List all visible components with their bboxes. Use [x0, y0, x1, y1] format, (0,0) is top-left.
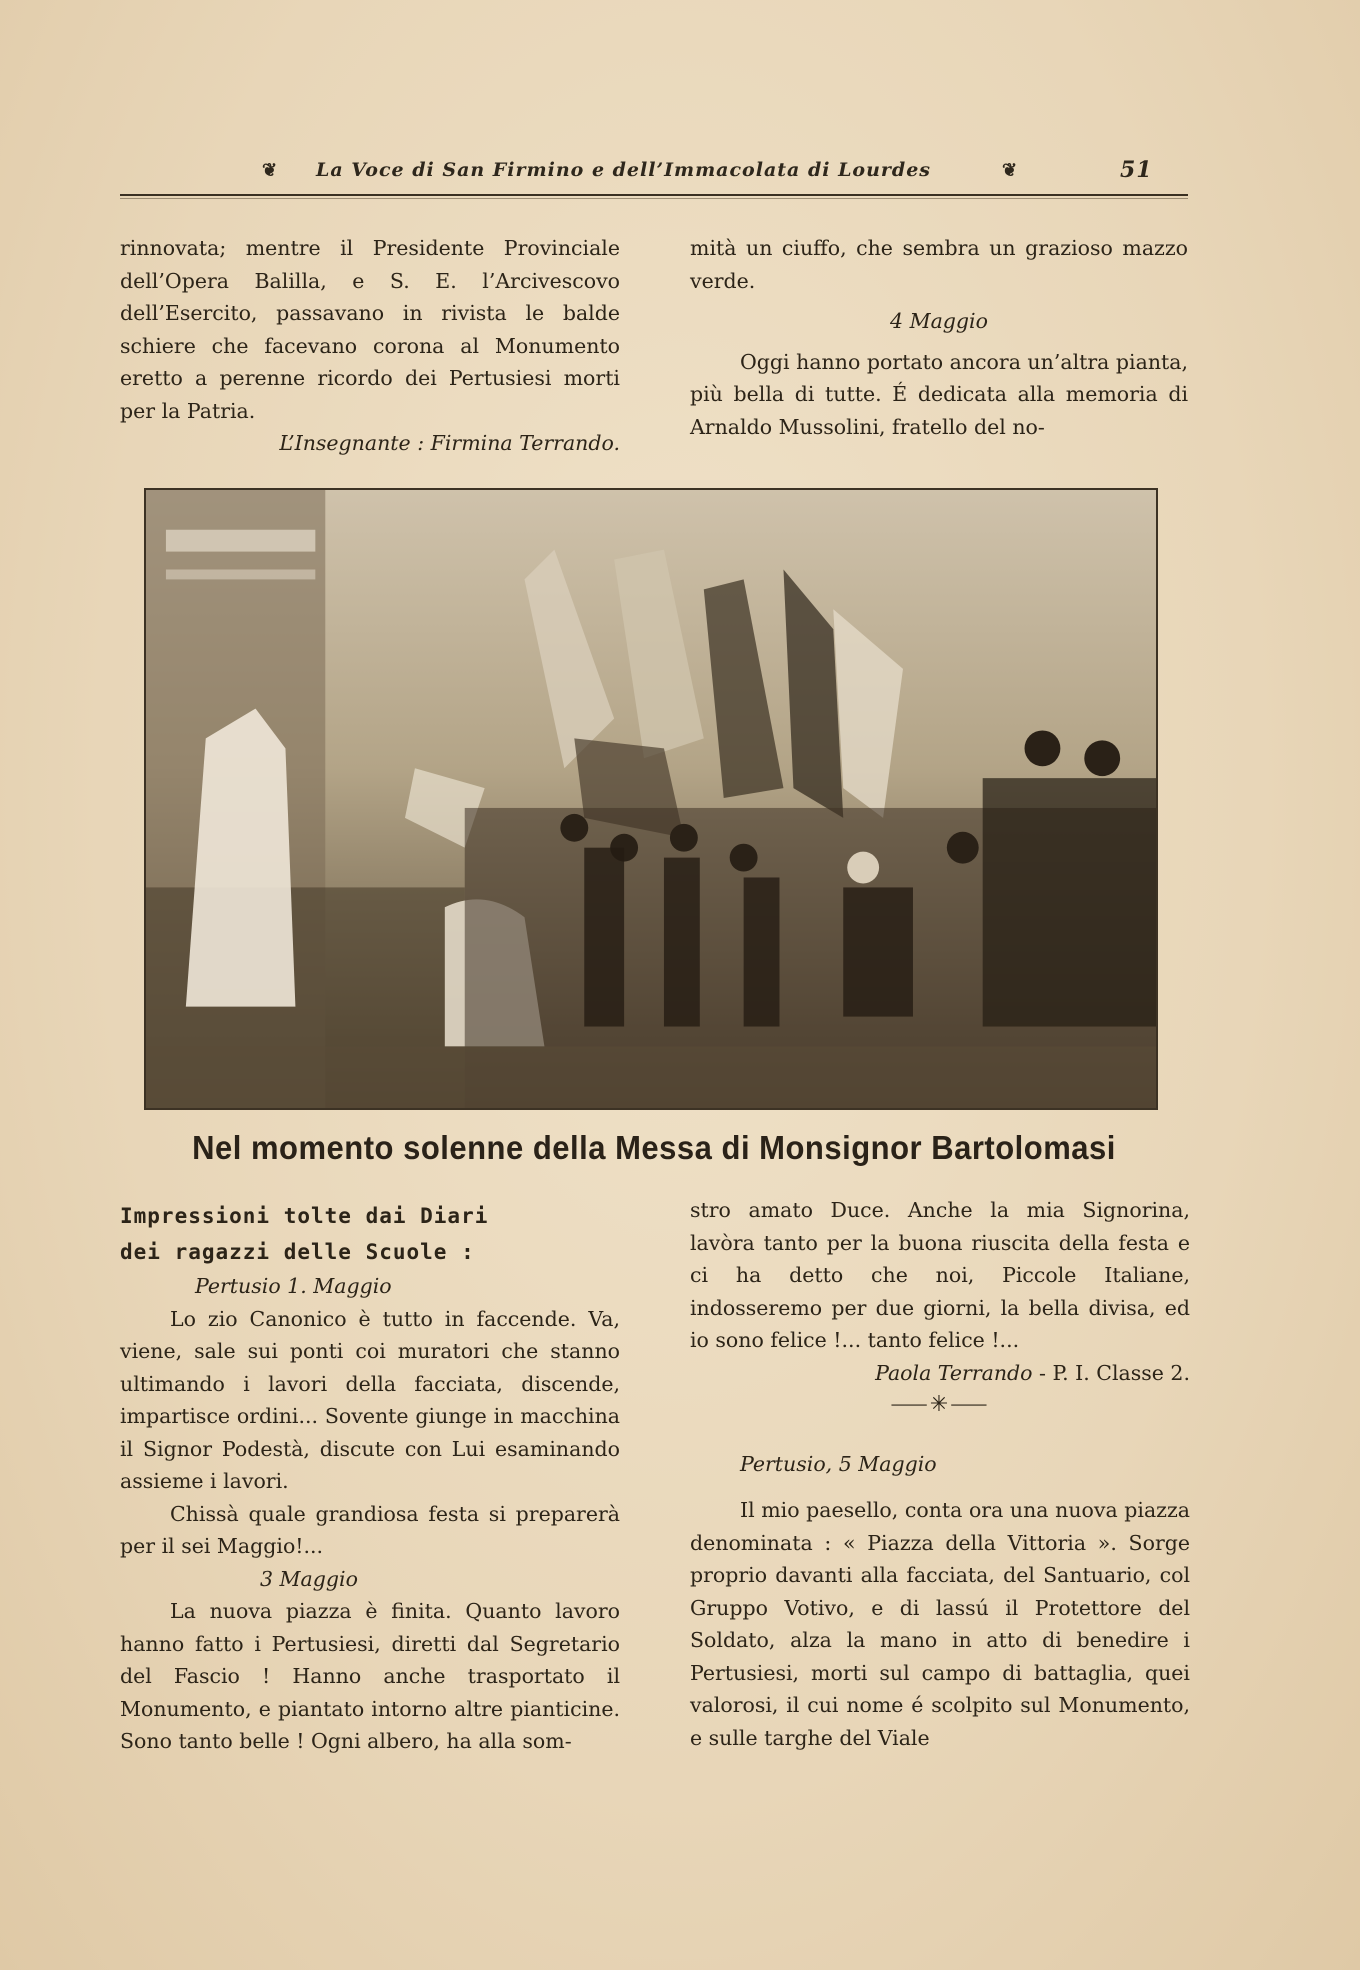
diary-date: Pertusio 1. Maggio [195, 1274, 392, 1298]
running-header [120, 150, 1188, 190]
diary-date: Pertusio, 5 Maggio [740, 1451, 937, 1476]
paragraph: Lo zio Canonico è tutto in faccende. Va, viene, sale sui ponti coi muratori che stanno ultimando i lavori della facciata, discende, impartisce ordini... Sovente giunge in macchina il Signor Podestà, discute con Lui esaminando assieme i lavori. [120, 1306, 620, 1493]
bottom-right-column [690, 1194, 1190, 1754]
paragraph: La nuova piazza è finita. Quanto lavoro hanno fatto i Pertusiesi, diretti dal Segretario del Fascio ! Hanno anche trasportato il Monumento, e piantato intorno altre pianticine. Sono tanto belle ! Ogni albero, ha alla som- [120, 1599, 620, 1753]
photo-illustration [146, 490, 1156, 1108]
signature-name: Paola Terrando [875, 1360, 1033, 1385]
paragraph: stro amato Duce. Anche la mia Signorina, lavòra tanto per la buona riuscita della festa e ci ha detto che noi, Piccole Italiane, indosseremo per due giorni, la bella divisa, ed io sono felice !... tanto felice !... [690, 1198, 1190, 1352]
header-rule-thin [120, 198, 1188, 199]
top-right-column [690, 232, 1188, 443]
section-heading: dei ragazzi delle Scuole : [120, 1240, 475, 1264]
diary-date: 4 Maggio [890, 309, 988, 333]
ornament-right-icon: ❦ [1002, 159, 1019, 181]
section-heading: Impressioni tolte dai Diari [120, 1204, 489, 1228]
diary-date: 3 Maggio [260, 1566, 358, 1591]
top-left-column [120, 232, 620, 460]
bottom-left-column [120, 1198, 620, 1758]
signature [690, 1357, 1190, 1390]
paragraph: Il mio paesello, conta ora una nuova piazza denominata : « Piazza della Vittoria ». Sorge proprio davanti alla facciata, del Santuario, col Gruppo Votivo, e di lassú il Protettore del Soldato, alza la mano in atto di benedire i Pertusiesi, morti sul campo di battaglia, quei valorosi, il cui nome é scolpito sul Monumento, e sulle targhe del Viale [690, 1498, 1190, 1750]
page-number: 51 [1120, 157, 1153, 183]
paragraph: Oggi hanno portato ancora un’altra pianta, più bella di tutte. É dedicata alla memoria di Arnaldo Mussolini, fratello del no- [690, 349, 1188, 439]
ornament-left-icon: ❦ [262, 159, 279, 181]
paragraph: mità un ciuffo, che sembra un grazioso mazzo verde. [690, 236, 1188, 293]
paragraph: Chissà quale grandiosa festa si preparerà per il sei Maggio!... [120, 1501, 620, 1558]
paragraph: rinnovata; mentre il Presidente Provinciale dell’Opera Balilla, e S. E. l’Arcivescovo dell’Esercito, passavano in rivista le balde schiere che facevano corona al Monumento eretto a perenne ricordo dei Pertusiesi morti per la Patria. [120, 236, 620, 423]
ornamental-divider-icon: ⸺✳⸺ [890, 1392, 990, 1417]
signature-class: - P. I. Classe 2. [1032, 1360, 1190, 1385]
signature: L’Insegnante : Firmina Terrando. [279, 431, 620, 455]
header-rule [120, 194, 1188, 196]
photo-caption: Nel momento solenne della Messa di Monsignor Bartolomasi [192, 1128, 1116, 1167]
journal-title: La Voce di San Firmino e dell’Immacolata di Lourdes [316, 159, 931, 181]
photograph-mass-ceremony [144, 488, 1158, 1110]
